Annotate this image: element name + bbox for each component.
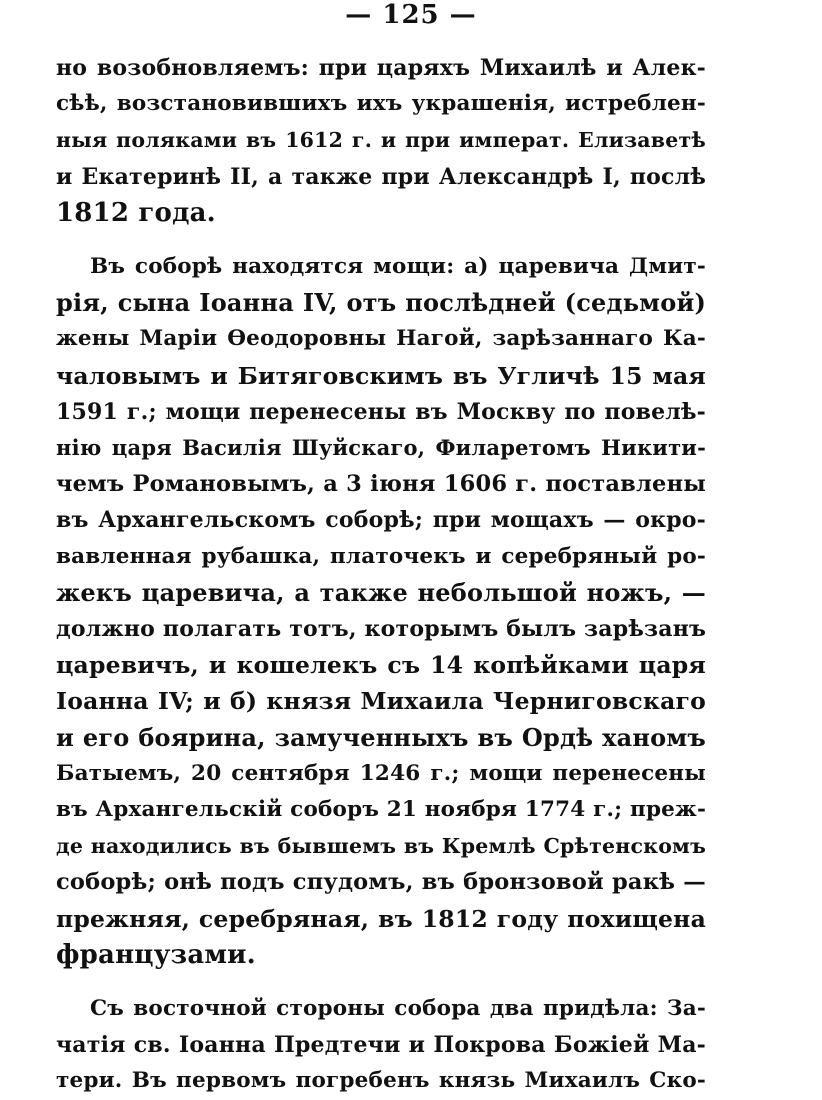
text-line: рія, сына Іоанна IV, отъ послѣдней (седьмой) (56, 288, 706, 318)
paragraph-gap (56, 973, 706, 991)
text-line: Съ восточной стороны собора два придѣла: За- (90, 996, 706, 1022)
paragraph-gap (56, 231, 706, 249)
text-line: Іоанна IV; и б) князя Михаила Черниговскаго (56, 687, 706, 716)
text-line: жены Маріи Ѳеодоровны Нагой, зарѣзаннаго Ка- (56, 326, 706, 352)
text-line: Въ соборѣ находятся мощи: а) царевича Дмит- (90, 254, 706, 280)
page-body (56, 50, 706, 1100)
text-line: въ Архангельскомъ соборѣ; при мощахъ — окро- (56, 507, 706, 534)
text-line: царевичъ, и кошелекъ съ 14 копѣйками царя (56, 651, 706, 680)
text-line: сѣѣ, возстановившихъ ихъ украшенія, истреблен- (56, 91, 706, 117)
text-line: тери. Въ первомъ погребенъ князь Михаилъ Ско- (56, 1068, 706, 1094)
text-line: нію царя Василія Шуйскаго, Филаретомъ Никити- (56, 435, 706, 461)
text-line: 1812 года. (56, 197, 216, 228)
text-line: жекъ царевича, а также небольшой ножъ, — (56, 577, 706, 607)
text-line: чемъ Романовымъ, а 3 іюня 1606 г. поставлены (56, 471, 706, 498)
text-line: и его боярина, замученныхъ въ Ордѣ ханомъ (56, 722, 706, 752)
text-line: 1591 г.; мощи перенесены въ Москву по повелѣ- (56, 398, 706, 425)
text-line: вавленная рубашка, платочекъ и серебряный ро- (56, 543, 706, 569)
text-line: Батыемъ, 20 сентября 1246 г.; мощи перенесены (56, 760, 706, 786)
text-line: чатія св. Іоанна Предтечи и Покрова Божіей Ма- (56, 1032, 706, 1059)
text-line: французами. (56, 939, 256, 970)
text-line: должно полагать тотъ, которымъ былъ зарѣзанъ (56, 616, 707, 643)
text-line: чаловымъ и Битяговскимъ въ Угличѣ 15 мая (56, 361, 706, 390)
text-line: ныя поляками въ 1612 г. и при императ. Елизаветѣ (56, 128, 706, 153)
text-line: но возобновляемъ: при царяхъ Михаилѣ и Алек- (56, 55, 706, 81)
text-line: и Екатеринѣ II, а также при Александрѣ I, послѣ (56, 163, 706, 190)
text-line: соборѣ; онѣ подъ спудомъ, въ бронзовой ракѣ — (56, 869, 706, 896)
text-line: прежняя, серебряная, въ 1812 году похищена (56, 904, 706, 933)
text-line: де находились въ бывшемъ въ Кремлѣ Срѣтенскомъ (56, 834, 706, 859)
page-number: — 125 — (345, 0, 477, 30)
text-line: въ Архангельскій соборъ 21 ноября 1774 г.; преж- (56, 797, 707, 823)
